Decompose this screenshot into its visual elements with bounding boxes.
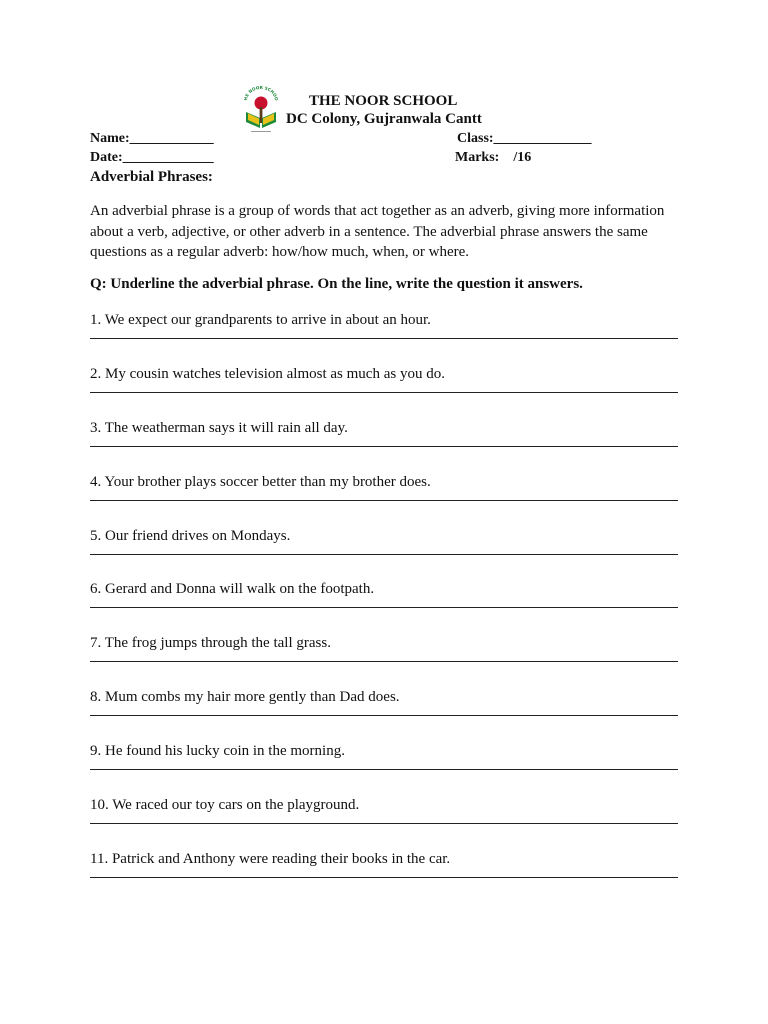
question-item [90,634,678,662]
school-address: DC Colony, Gujranwala Cantt [286,111,482,127]
answer-line[interactable] [90,392,678,393]
question-text: 6. Gerard and Donna will walk on the footpath. [90,581,375,597]
marks-field: Marks: /16 [455,150,532,165]
question-instruction: Q: Underline the adverbial phrase. On the line, write the question it answers. [90,276,583,292]
question-item [90,796,678,824]
question-item [90,311,678,339]
question-item [90,580,678,608]
question-text: 3. The weatherman says it will rain all day. [90,420,348,436]
answer-line[interactable] [90,500,678,501]
question-text: 10. We raced our toy cars on the playground. [90,797,360,813]
logo-arc-text: HE NOOR SCHOO [242,85,280,101]
question-text: 11. Patrick and Anthony were reading their books in the car. [90,851,451,867]
question-item [90,473,678,501]
question-item [90,527,678,555]
answer-line[interactable] [90,554,678,555]
question-text: 1. We expect our grandparents to arrive in about an hour. [90,312,431,328]
answer-line[interactable] [90,338,678,339]
answer-line[interactable] [90,607,678,608]
intro-paragraph: An adverbial phrase is a group of words that act together as an adverb, giving more information about a verb, adjective, or other adverb in a sentence. The adverbial phrase answers the same questions as a regular adverb: how/how much, when, or where. [90,203,665,260]
question-item [90,742,678,770]
question-text: 5. Our friend drives on Mondays. [90,528,291,544]
question-item [90,365,678,393]
question-item [90,688,678,716]
question-text: 8. Mum combs my hair more gently than Dad does. [90,689,400,705]
question-item [90,419,678,447]
question-item [90,850,678,878]
question-text: 4. Your brother plays soccer better than my brother does. [90,474,431,490]
answer-line[interactable] [90,446,678,447]
answer-line[interactable] [90,661,678,662]
school-logo-icon [241,85,281,135]
name-field[interactable]: Name:____________ [90,131,214,146]
answer-line[interactable] [90,769,678,770]
question-text: 9. He found his lucky coin in the morning. [90,743,345,759]
date-field[interactable]: Date:_____________ [90,150,214,165]
answer-line[interactable] [90,823,678,824]
question-text: 2. My cousin watches television almost as much as you do. [90,366,445,382]
question-text: 7. The frog jumps through the tall grass. [90,635,331,651]
answer-line[interactable] [90,877,678,878]
school-name: THE NOOR SCHOOL [309,93,458,109]
class-field[interactable]: Class:______________ [457,131,592,146]
answer-line[interactable] [90,715,678,716]
section-title: Adverbial Phrases: [90,169,213,185]
